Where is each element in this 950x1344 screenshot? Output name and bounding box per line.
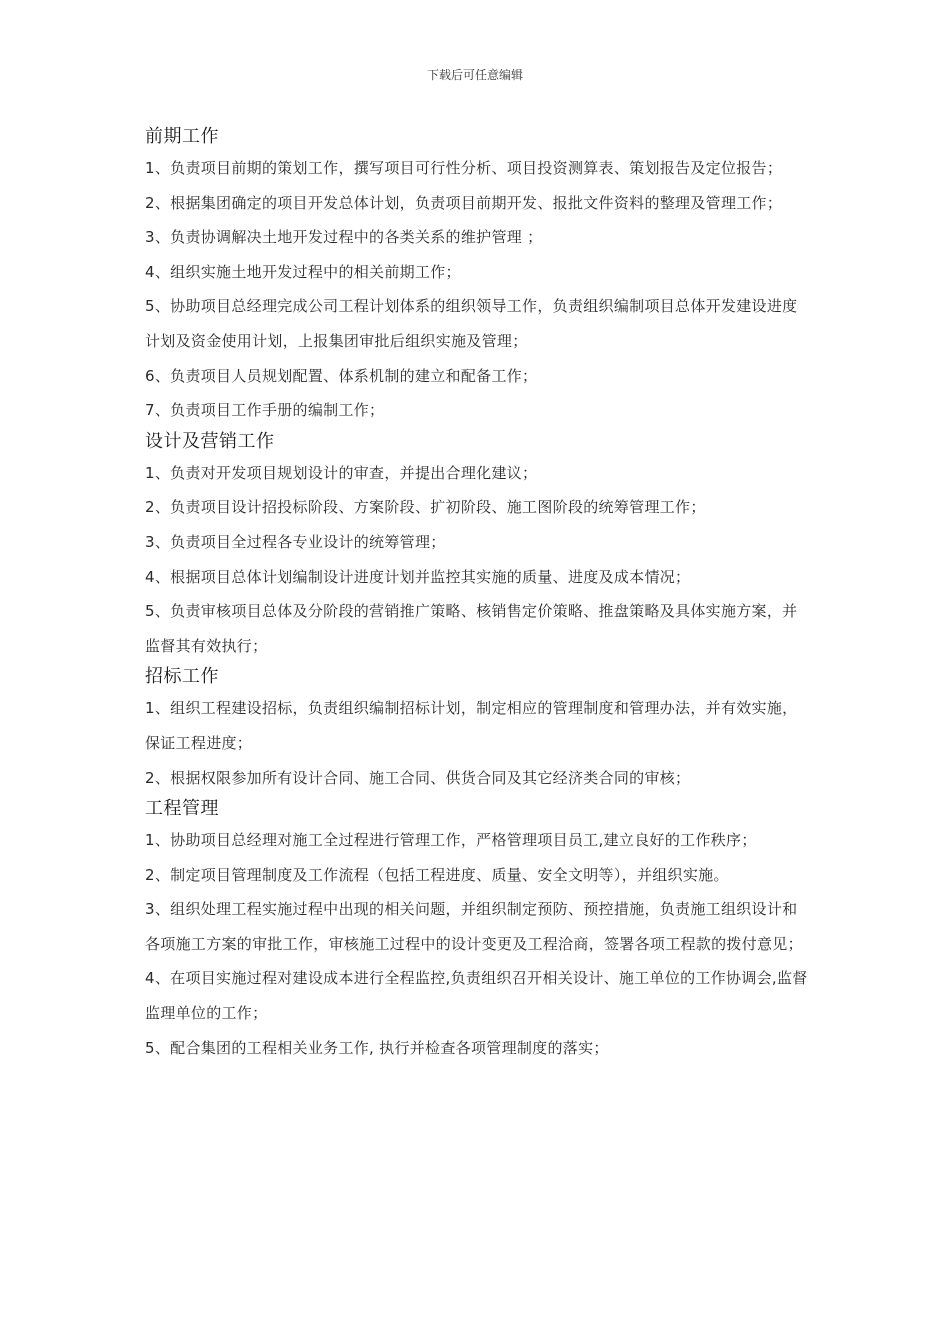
page-header: 下载后可任意编辑 <box>426 68 523 82</box>
list-item: 3、负责协调解决土地开发过程中的各类关系的维护管理 ； <box>145 228 543 247</box>
list-item: 1、负责对开发项目规划设计的审查，并提出合理化建议； <box>145 463 538 482</box>
list-item: 1、协助项目总经理对施工全过程进行管理工作，严格管理项目员工,建立良好的工作秩序； <box>145 831 757 850</box>
section-title: 工程管理 <box>145 798 219 820</box>
list-item: 4、组织实施土地开发过程中的相关前期工作； <box>145 262 461 281</box>
list-item: 3、组织处理工程实施过程中出现的相关问题，并组织制定预防、预控措施，负责施工组织设计和各项施工方案的审批工作，审核施工过程中的设计变更及工程洽商，签署各项工程款的拨付意见； <box>145 900 803 953</box>
list-item: 6、负责项目人员规划配置、体系机制的建立和配备工作； <box>145 366 538 385</box>
list-item: 5、协助项目总经理完成公司工程计划体系的组织领导工作，负责组织编制项目总体开发建设进度计划及资金使用计划，上报集团审批后组织实施及管理； <box>145 297 798 350</box>
list-item: 2、制定项目管理制度及工作流程（包括工程进度、质量、安全文明等），并组织实施。 <box>145 865 729 884</box>
section-bidding <box>145 663 810 795</box>
document-body <box>145 123 810 1065</box>
list-item: 7、负责项目工作手册的编制工作； <box>145 401 385 420</box>
list-item: 5、配合集团的工程相关业务工作, 执行并检查各项管理制度的落实； <box>145 1038 609 1057</box>
list-item: 3、负责项目全过程各专业设计的统筹管理； <box>145 532 446 551</box>
list-item: 2、根据集团确定的项目开发总体计划，负责项目前期开发、报批文件资料的整理及管理工作； <box>145 193 783 212</box>
list-item: 1、组织工程建设招标，负责组织编制招标计划，制定相应的管理制度和管理办法，并有效实施，保证工程进度； <box>145 699 798 752</box>
section-title: 招标工作 <box>145 666 219 688</box>
list-item: 2、根据权限参加所有设计合同、施工合同、供货合同及其它经济类合同的审核； <box>145 768 691 787</box>
section-design-marketing <box>145 428 810 664</box>
section-preliminary-work <box>145 123 810 428</box>
list-item: 4、在项目实施过程对建设成本进行全程监控,负责组织召开相关设计、施工单位的工作协调会,监督监理单位的工作； <box>145 969 808 1023</box>
section-engineering-management <box>145 795 810 1065</box>
list-item: 1、负责项目前期的策划工作，撰写项目可行性分析、项目投资测算表、策划报告及定位报告； <box>145 159 783 177</box>
list-item: 2、负责项目设计招投标阶段、方案阶段、扩初阶段、施工图阶段的统筹管理工作； <box>145 498 706 517</box>
list-item: 4、根据项目总体计划编制设计进度计划并监控其实施的质量、进度及成本情况； <box>145 567 691 586</box>
list-item: 5、负责审核项目总体及分阶段的营销推广策略、核销售定价策略、推盘策略及具体实施方案，并监督其有效执行； <box>145 602 798 655</box>
section-title: 设计及营销工作 <box>145 430 275 452</box>
section-title: 前期工作 <box>145 126 219 147</box>
